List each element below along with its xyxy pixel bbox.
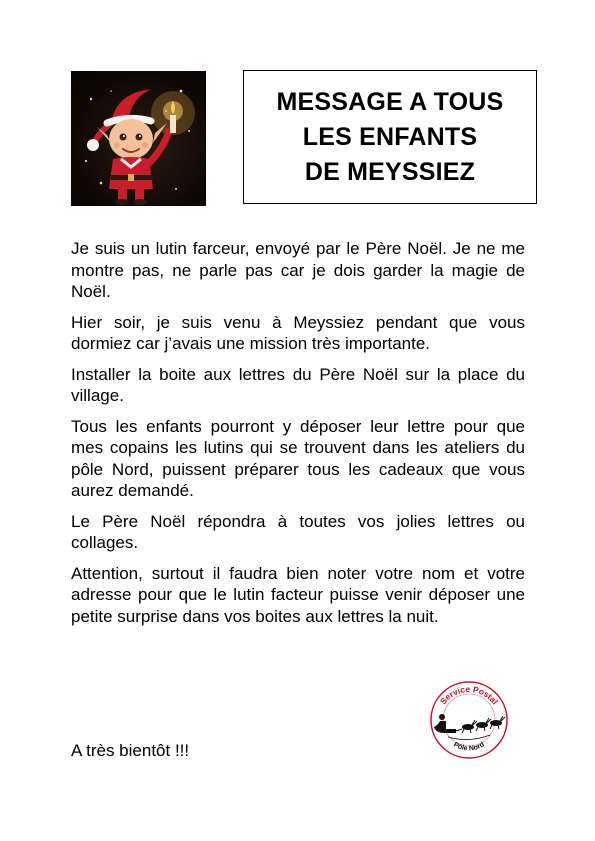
svg-text:Service Postal bbox=[438, 684, 500, 706]
closing-line: A très bientôt !!! bbox=[71, 741, 190, 760]
page-title-line-2: LES ENFANTS bbox=[302, 122, 478, 151]
page-title-line-3: DE MEYSSIEZ bbox=[304, 157, 476, 186]
paragraph-attention: Attention, surtout il faudra bien noter votre nom et votre adresse pour que le lutin facteur puisse venir déposer une petite surprise dans vos boites aux lettres la nuit. bbox=[71, 563, 525, 626]
paragraph-mission: Installer la boite aux lettres du Père Noël sur la place du village. bbox=[71, 364, 525, 405]
page-title-line-1: MESSAGE A TOUS bbox=[276, 87, 504, 116]
stamp-bottom-text: Pôle Nord bbox=[452, 741, 486, 753]
stamp-top-text: Service Postal bbox=[437, 683, 501, 707]
santa-sleigh-icon bbox=[426, 677, 512, 763]
paragraph-intro: Je suis un lutin farceur, envoyé par le Père Noël. Je ne me montre pas, ne parle pas car je dois garder la magie de Noël. bbox=[71, 239, 525, 301]
elf-with-candle-icon bbox=[71, 71, 206, 206]
paragraph-letters: Tous les enfants pourront y déposer leur lettre pour que mes copains les lutins qui se trouvent dans les ateliers du pôle Nord, puissent préparer tous les cadeaux que vous aurez demandé. bbox=[71, 416, 525, 500]
service-postal-stamp bbox=[426, 677, 512, 763]
svg-text:Pôle Nord bbox=[452, 741, 485, 752]
title-box bbox=[243, 70, 537, 204]
elf-illustration bbox=[71, 71, 206, 206]
letter-body bbox=[71, 238, 525, 636]
paragraph-replies: Le Père Noël répondra à toutes vos jolies lettres ou collages. bbox=[71, 511, 525, 552]
paragraph-arrival: Hier soir, je suis venu à Meyssiez pendant que vous dormiez car j’avais une mission très importante. bbox=[71, 312, 525, 353]
